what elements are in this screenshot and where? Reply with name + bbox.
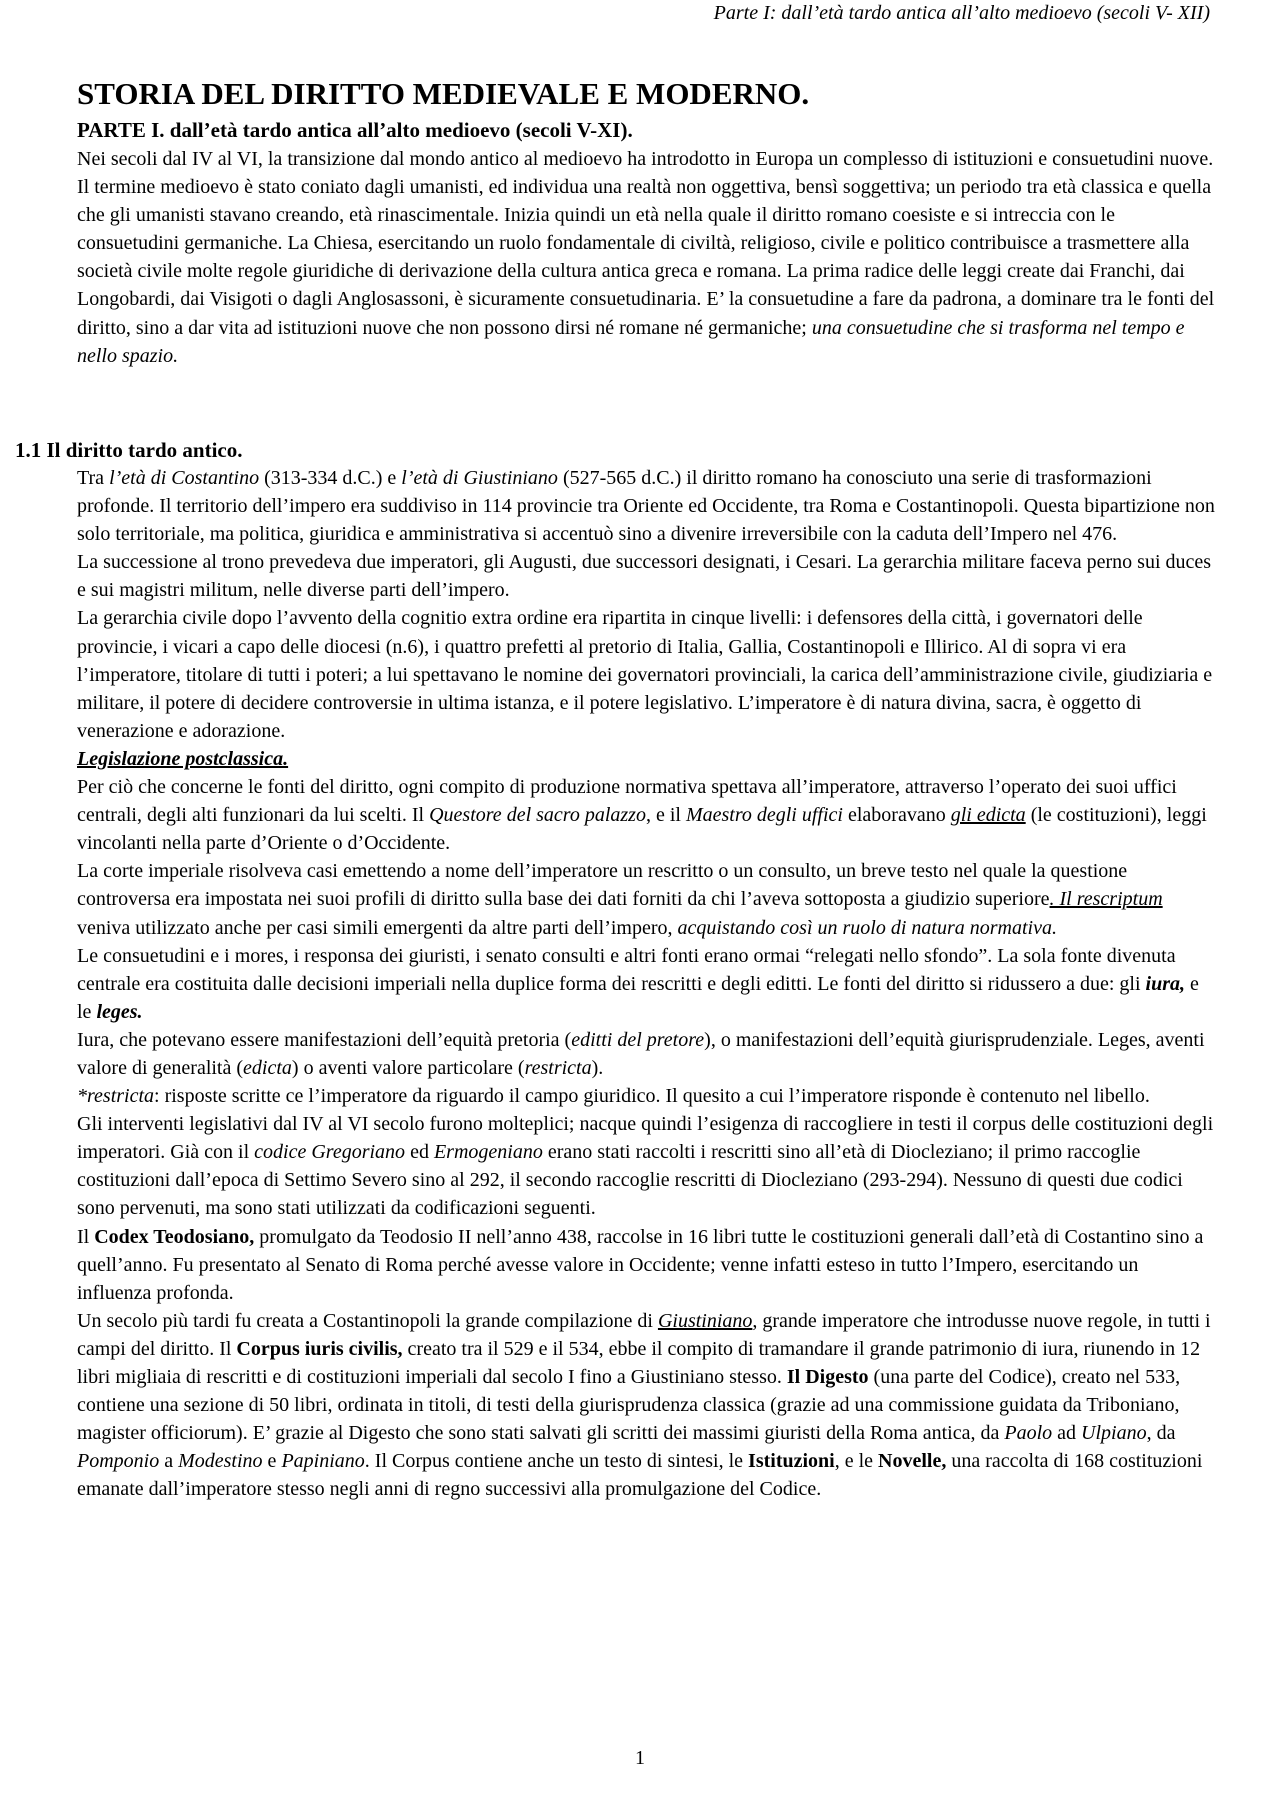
paragraph-successione: La successione al trono prevedeva due imperatori, gli Augusti, due successori designati, i Cesari. La gerarchia militare faceva perno sui duces e sui magistri militum, nelle diverse parti dell’impero.: [77, 551, 1212, 602]
paragraph-corte: La corte imperiale risolveva casi emettendo a nome dell’imperatore un rescritto o un consulto, un breve testo nel quale la questione controversa era impostata nei suoi profili di diritto sulla base dei dati forniti da chi l’aveva sottoposta a giudizio superiore. Il rescriptum veniva utilizzato anche per casi simili emergenti da altre parti dell’impero, acquistando così un ruolo di natura normativa.: [77, 860, 1163, 939]
paragraph-restricta-note: *restricta: risposte scritte ce l’imperatore da riguardo il campo giuridico. Il quesito a cui l’imperatore risponde è contenuto nel libello.: [77, 1085, 1150, 1108]
paragraph-corpus: Un secolo più tardi fu creata a Costantinopoli la grande compilazione di Giustiniano, grande imperatore che introdusse nuove regole, in tutti i campi del diritto. Il Corpus iuris civilis, creato tra il 529 e il 534, ebbe il compito di tramandare il grande patrimonio di iura, riunendo in 12 libri migliaia di rescritti e di costituzioni imperiali dal secolo I fino a Giustiniano stesso. Il Digesto (una parte del Codice), creato nel 533, contiene una sezione di 50 libri, ordinata in titoli, di testi della giurisprudenza classica (grazie ad una commissione guidata da Triboniano, magister officiorum). E’ grazie al Digesto che sono stati salvati gli scritti dei massimi giuristi della Roma antica, da Paolo ad Ulpiano, da Pomponio a Modestino e Papiniano. Il Corpus contiene anche un testo di sintesi, le Istituzioni, e le Novelle, una raccolta di 168 costituzioni emanate dall’imperatore stesso negli anni di regno successivi alla promulgazione del Codice.: [77, 1309, 1211, 1501]
page-number: 1: [635, 1747, 645, 1769]
document-title: STORIA DEL DIRITTO MEDIEVALE E MODERNO.: [77, 76, 810, 111]
paragraph-consuetudini: Le consuetudini e i mores, i responsa dei giuristi, i senato consulti e altri fonti erano ormai “relegati nello sfondo”. La sola fonte divenuta centrale era costituita dalle decisioni imperiali nella duplice forma dei rescritti e degli editti. Le fonti del diritto si ridussero a due: gli iura, e le leges.: [77, 944, 1199, 1023]
paragraph-interventi: Gli interventi legislativi dal IV al VI secolo furono molteplici; nacque quindi l’esigenza di raccogliere in testi il corpus delle costituzioni degli imperatori. Già con il codice Gregoriano ed Ermogeniano erano stati raccolti i rescritti sino all’età di Diocleziano; il primo raccoglie costituzioni dall’epoca di Settimo Severo sino al 292, il secondo raccoglie rescritti di Diocleziano (293-294). Nessuno di questi due codici sono pervenuti, ma sono stati utilizzati da codificazioni seguenti.: [77, 1113, 1214, 1220]
part-heading: PARTE I. dall’età tardo antica all’alto medioevo (secoli V-XI).: [77, 118, 633, 142]
section-body: [77, 464, 1217, 1503]
running-header: Parte I: dall’età tardo antica all’alto medioevo (secoli V- XII): [713, 2, 1210, 24]
paragraph-eta: Tra l’età di Costantino (313-334 d.C.) e l’età di Giustiniano (527-565 d.C.) il diritto romano ha conosciuto una serie di trasformazioni profonde. Il territorio dell’impero era suddiviso in 114 provincie tra Oriente ed Occidente, tra Roma e Costantinopoli. Questa bipartizione non solo territoriale, ma politica, giuridica e amministrativa si accentuò sino a divenire irreversibile con la caduta dell’Impero nel 476.: [77, 467, 1215, 546]
paragraph-fonti: Per ciò che concerne le fonti del diritto, ogni compito di produzione normativa spettava all’imperatore, attraverso l’operato dei suoi uffici centrali, degli alti funzionari da lui scelti. Il Questore del sacro palazzo, e il Maestro degli uffici elaboravano gli edicta (le costituzioni), leggi vincolanti nella parte d’Oriente o d’Occidente.: [77, 776, 1207, 855]
subheading-legislazione: Legislazione postclassica.: [77, 747, 289, 770]
paragraph-gerarchia: La gerarchia civile dopo l’avvento della cognitio extra ordine era ripartita in cinque livelli: i defensores della città, i governatori delle provincie, i vicari a capo delle diocesi (n.6), i quattro prefetti al pretorio di Italia, Gallia, Costantinopoli e Illirico. Al di sopra vi era l’imperatore, titolare di tutti i poteri; a lui spettavano le nomine dei governatori provinciali, la carica dell’amministrazione civile, giudiziaria e militare, il potere di decidere controversie in ultima istanza, e il potere legislativo. L’imperatore è di natura divina, sacra, è oggetto di venerazione e adorazione.: [77, 607, 1213, 742]
section-heading: 1.1 Il diritto tardo antico.: [15, 438, 243, 462]
paragraph-iura: Iura, che potevano essere manifestazioni dell’equità pretoria (editti del pretore), o manifestazioni dell’equità giurisprudenziale. Leges, aventi valore di generalità (edicta) o aventi valore particolare (restricta).: [77, 1028, 1205, 1079]
intro-paragraph: Nei secoli dal IV al VI, la transizione dal mondo antico al medioevo ha introdotto in Europa un complesso di istituzioni e consuetudini nuove. Il termine medioevo è stato coniato dagli umanisti, ed individua una realtà non oggettiva, bensì soggettiva; un periodo tra età classica e quella che gli umanisti stavano creando, età rinascimentale. Inizia quindi un età nella quale il diritto romano coesiste e si intreccia con le consuetudini germaniche. La Chiesa, esercitando un ruolo fondamentale di civiltà, religioso, civile e politico contribuisce a trasmettere alla società civile molte regole giuridiche di derivazione della cultura antica greca e romana. La prima radice delle leggi create dai Franchi, dai Longobardi, dai Visigoti o dagli Anglosassoni, è sicuramente consuetudinaria. E’ la consuetudine a fare da padrona, a dominare tra le fonti del diritto, sino a dar vita ad istituzioni nuove che non possono dirsi né romane né germaniche; una consuetudine che si trasforma nel tempo e nello spazio.: [77, 148, 1215, 367]
paragraph-codex: Il Codex Teodosiano, promulgato da Teodosio II nell’anno 438, raccolse in 16 libri tutte le costituzioni generali dall’età di Costantino sino a quell’anno. Fu presentato al Senato di Roma perché avesse valore in Occidente; venne infatti esteso in tutto l’Impero, esercitando un influenza profonda.: [77, 1225, 1204, 1304]
